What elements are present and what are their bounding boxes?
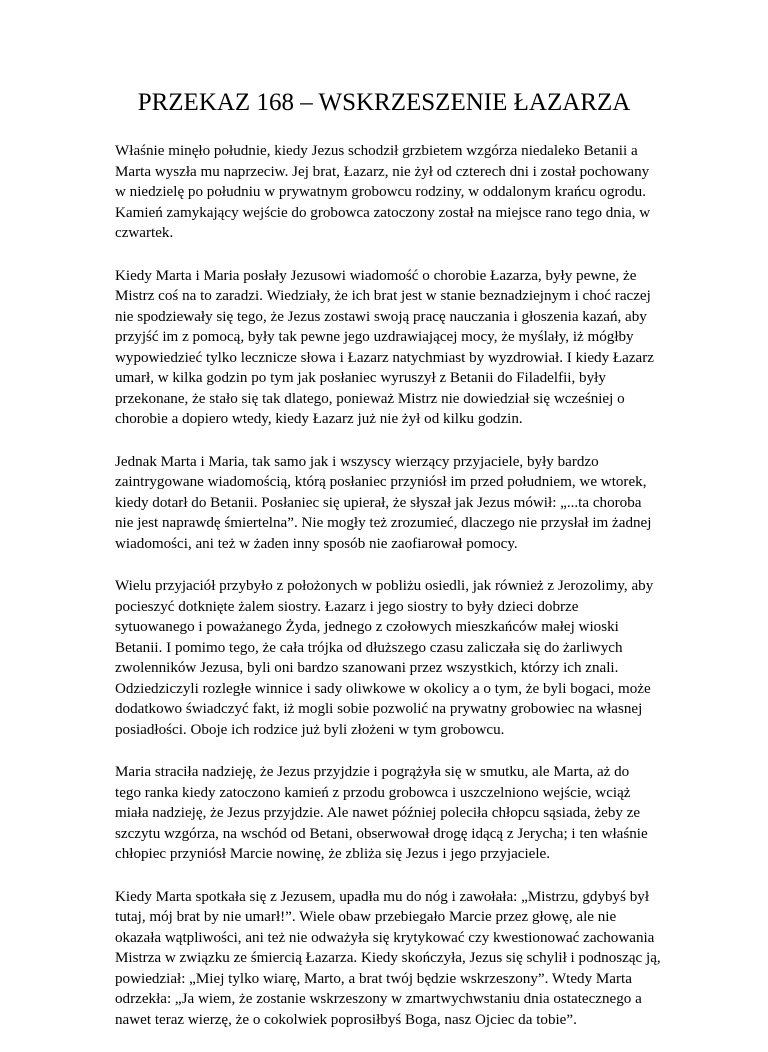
text-line: tutaj, mój brat by nie umarł!”. Wiele obaw przebiegało Marcie przez głowę, ale nie bbox=[115, 909, 617, 925]
text-line: tego ranka kiedy zatoczono kamień z przodu grobowca i uszczelniono wejście, wciąż bbox=[115, 784, 631, 801]
text-line: Kiedy Marta spotkała się z Jezusem, upadła mu do nóg i zawołała: „Mistrzu, gdybyś był bbox=[115, 888, 650, 905]
paragraph bbox=[115, 576, 665, 740]
text-line: Maria straciła nadzieję, że Jezus przyjdzie i pogrążyła się w smutku, ale Marta, aż do bbox=[115, 764, 630, 780]
text-line: w niedzielę po południu w prywatnym grobowcu rodziny, w oddalonym krańcu ogrodu. bbox=[115, 184, 646, 200]
text-line: Marta wyszła mu naprzeciw. Jej brat, Łazarz, nie żył od czterech dni i został pochowany bbox=[115, 163, 650, 180]
text-line: miała nadzieję, że Jezus przyjdzie. Ale nawet później poleciła chłopcu sąsiada, żeby ze bbox=[115, 805, 641, 821]
text-line: Jednak Marta i Maria, tak samo jak i wszyscy wierzący przyjaciele, były bardzo bbox=[115, 453, 599, 470]
paragraph bbox=[115, 887, 665, 1031]
document-body bbox=[115, 141, 665, 1052]
text-line: Właśnie minęło południe, kiedy Jezus schodził grzbietem wzgórza niedaleko Betanii a bbox=[115, 143, 638, 159]
paragraph bbox=[115, 141, 665, 244]
text-line: nie spodziewały się tego, że Jezus zostawi swoją pracę nauczania i głoszenia kazań, aby bbox=[115, 308, 647, 325]
text-line: przekonane, że stało się tak dlatego, ponieważ Mistrz nie dowiedział się wcześniej o bbox=[115, 390, 625, 407]
paragraph bbox=[115, 762, 665, 865]
text-line: Odziedziczyli rozległe winnice i sady oliwkowe w okolicy a o tym, że byli bogaci, może bbox=[115, 680, 651, 697]
text-line: Mistrz coś na to zaradzi. Wiedziały, że ich brat jest w stanie beznadziejnym i choć raczej bbox=[115, 288, 651, 304]
text-line: chorobie a dopiero wtedy, kiedy Łazarz już nie żył od kilku godzin. bbox=[115, 411, 523, 427]
text-line: Kiedy Marta i Maria posłały Jezusowi wiadomość o chorobie Łazarza, były pewne, że bbox=[115, 267, 637, 284]
page-title: PRZEKAZ 168 – WSKRZESZENIE ŁAZARZA bbox=[137, 89, 631, 116]
text-line: pocieszyć dotknięte żalem siostry. Łazarz i jego siostry to były dzieci dobrze bbox=[115, 598, 579, 615]
text-line: szczytu wzgórza, na wschód od Betani, obserwował drogę idącą z Jerycha; i ten właśnie bbox=[115, 825, 648, 842]
text-line: wypowiedzieć tylko lecznicze słowa i Łazarz natychmiast by wyzdrowiał. I kiedy Łazarz bbox=[115, 349, 654, 366]
text-line: Wielu przyjaciół przybyło z położonych w pobliżu osiedli, jak również z Jerozolimy, aby bbox=[115, 578, 654, 594]
paragraph bbox=[115, 452, 665, 555]
text-line: czwartek. bbox=[115, 225, 174, 241]
text-line: zwolenników Jezusa, byli oni bardzo szanowani przez wszystkich, którzy ich znali. bbox=[115, 660, 619, 676]
text-line: kiedy dotarł do Betanii. Posłaniec się upierał, że słyszał jak Jezus mówił: „...ta choroba bbox=[115, 494, 642, 511]
text-line: posiadłości. Oboje ich rodzice już byli złożeni w tym grobowcu. bbox=[115, 721, 505, 738]
text-line: powiedział: „Miej tylko wiarę, Marto, a brat twój będzie wskrzeszony”. Wtedy Marta bbox=[115, 970, 632, 987]
text-line: odrzekła: „Ja wiem, że zostanie wskrzeszony w zmartwychwstaniu dnia ostatecznego a bbox=[115, 991, 642, 1007]
text-line: Betanii. I pomimo tego, że cała trójka od dłuższego czasu zaliczała się do żarliwych bbox=[115, 639, 623, 656]
text-line: przyjść im z pomocą, były tak pewne jego uzdrawiającej mocy, że myślały, iż mógłby bbox=[115, 329, 634, 345]
text-line: sytuowanego i poważanego Żyda, jednego z czołowych mieszkańców małej wioski bbox=[115, 619, 619, 635]
text-line: Kamień zamykający wejście do grobowca zatoczony został na miejsce rano tego dnia, w bbox=[115, 204, 651, 221]
text-line: Mistrza w związku ze śmiercią Łazarza. Kiedy skończyła, Jezus się schylił i podnosząc ją, bbox=[115, 950, 661, 966]
paragraph bbox=[115, 266, 665, 430]
text-line: chłopiec przyniósł Marcie nowinę, że zbliża się Jezus i jego przyjaciele. bbox=[115, 846, 551, 862]
text-line: dodatkowo świadczyć fakt, iż mogli sobie pozwolić na prywatny grobowiec na własnej bbox=[115, 701, 643, 717]
text-line: umarł, w kilka godzin po tym jak posłaniec wyruszył z Betanii do Filadelfii, były bbox=[115, 370, 606, 386]
text-line: okazała wątpliwości, ani też nie odważyła się krytykować czy kwestionować zachowania bbox=[115, 929, 655, 946]
text-line: nie jest naprawdę śmiertelna”. Nie mogły też zrozumieć, dlaczego nie przysłał im żadnej bbox=[115, 515, 652, 531]
text-line: wiadomości, ani też w żaden inny sposób nie zaofiarował pomocy. bbox=[115, 535, 518, 552]
text-line: nawet teraz wierzę, że o cokolwiek poprosiłbyś Boga, nasz Ojciec da tobie”. bbox=[115, 1011, 577, 1028]
text-line: zaintrygowane wiadomością, którą posłaniec przyniósł im przed południem, we wtorek, bbox=[115, 474, 647, 490]
